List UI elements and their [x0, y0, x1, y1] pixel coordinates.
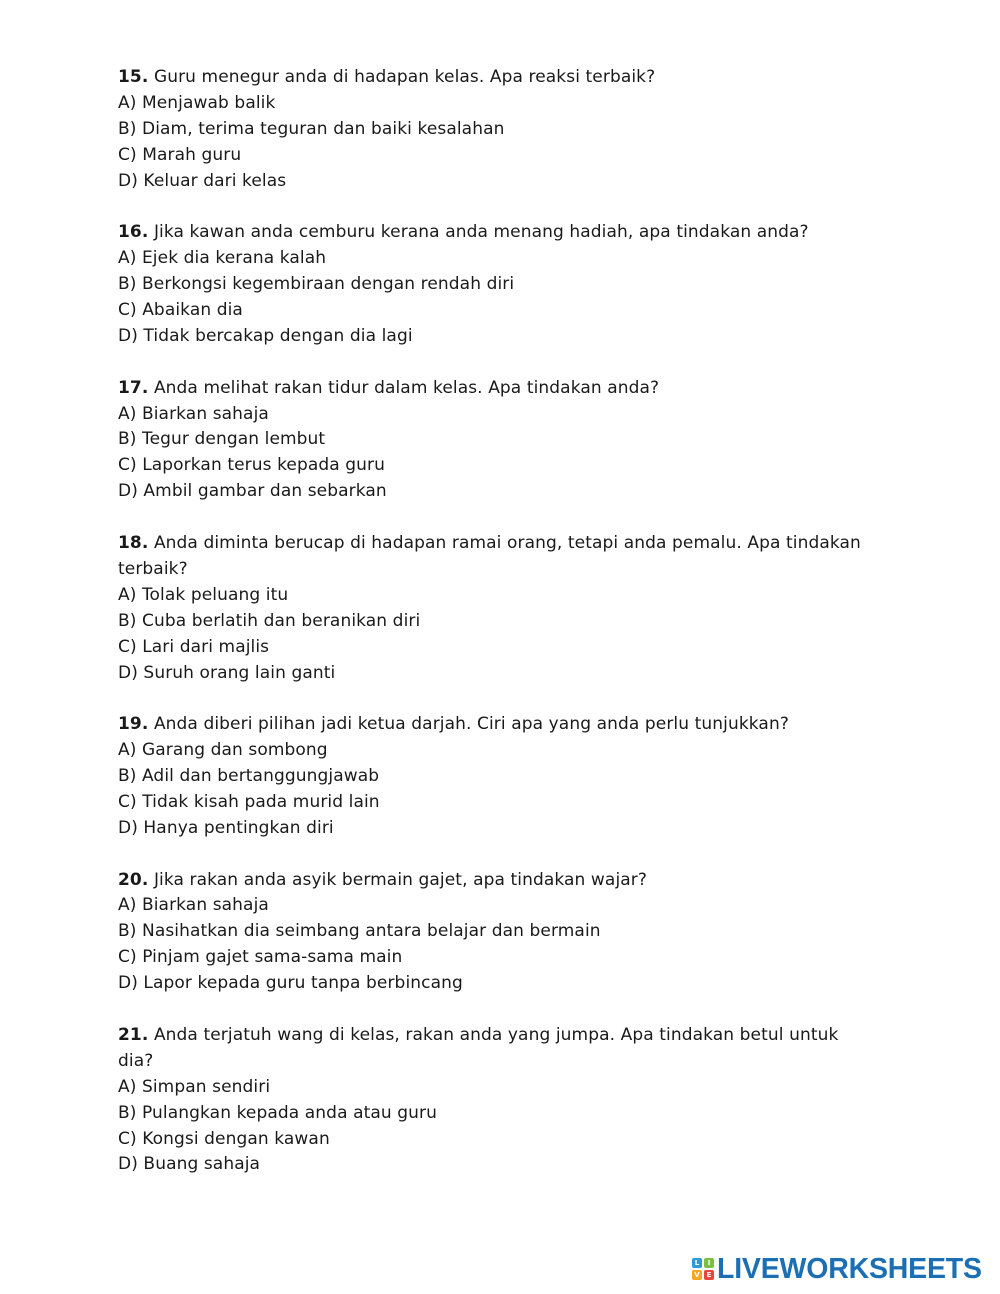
question-number: 16.: [118, 222, 149, 243]
liveworksheets-logo: [692, 1253, 982, 1285]
question-stem: [118, 220, 878, 246]
question-text: Anda melihat rakan tidur dalam kelas. Apa tindakan anda?: [153, 377, 660, 398]
question-text: Guru menegur anda di hadapan kelas. Apa reaksi terbaik?: [153, 67, 656, 87]
option-d: D) Tidak bercakap dengan dia lagi: [118, 325, 413, 346]
question-number: 17.: [118, 377, 149, 398]
question-stem: [118, 868, 878, 894]
option-a: A) Biarkan sahaja: [118, 403, 269, 424]
question-text: Jika kawan anda cemburu kerana anda menang hadiah, apa tindakan anda?: [153, 222, 809, 243]
question-stem: [118, 65, 878, 91]
option-a: A) Ejek dia kerana kalah: [118, 248, 327, 269]
question-stem: [118, 531, 878, 583]
question-21: [118, 1023, 878, 1178]
question-stem: [118, 712, 878, 738]
question-17: [118, 376, 878, 506]
option-b: B) Pulangkan kepada anda atau guru: [118, 1102, 438, 1123]
question-18: [118, 531, 878, 686]
option-a: A) Tolak peluang itu: [118, 584, 289, 605]
option-a: A) Garang dan sombong: [118, 740, 328, 761]
option-c: C) Lari dari majlis: [118, 636, 270, 657]
option-b: B) Berkongsi kegembiraan dengan rendah diri: [118, 274, 515, 295]
question-16: [118, 220, 878, 350]
question-number: 15.: [118, 67, 149, 87]
option-b: B) Tegur dengan lembut: [118, 429, 326, 450]
question-19: [118, 712, 878, 842]
question-number: 19.: [118, 714, 149, 735]
logo-wordmark: LIVEWORKSHEETS: [717, 1253, 982, 1285]
option-c: C) Pinjam gajet sama-sama main: [118, 947, 403, 968]
question-number: 20.: [118, 869, 149, 890]
question-text: Anda diminta berucap di hadapan ramai orang, tetapi anda pemalu. Apa tindakan terbaik?: [118, 532, 861, 579]
question-text: Jika rakan anda asyik bermain gajet, apa tindakan wajar?: [153, 869, 648, 890]
question-stem: [118, 1023, 878, 1075]
option-d: D) Buang sahaja: [118, 1154, 261, 1175]
option-a: A) Menjawab balik: [118, 92, 276, 113]
question-15: [118, 65, 878, 195]
question-number: 21.: [118, 1024, 149, 1045]
option-d: D) Ambil gambar dan sebarkan: [118, 481, 387, 502]
worksheet-questions: [118, 65, 878, 1204]
question-number: 18.: [118, 532, 149, 553]
option-d: D) Hanya pentingkan diri: [118, 817, 334, 838]
option-a: A) Simpan sendiri: [118, 1076, 271, 1097]
question-20: [118, 868, 878, 998]
question-stem: [118, 376, 878, 402]
option-c: C) Laporkan terus kepada guru: [118, 455, 386, 476]
option-c: C) Tidak kisah pada murid lain: [118, 791, 380, 812]
logo-tile-e: E: [704, 1270, 714, 1280]
option-c: C) Kongsi dengan kawan: [118, 1128, 330, 1149]
logo-tile-v: V: [692, 1270, 702, 1280]
option-b: B) Nasihatkan dia seimbang antara belajar dan bermain: [118, 921, 601, 942]
option-b: B) Cuba berlatih dan beranikan diri: [118, 610, 421, 631]
option-d: D) Suruh orang lain ganti: [118, 662, 336, 683]
liveworksheets-logo-icon: [692, 1258, 714, 1280]
option-c: C) Marah guru: [118, 144, 242, 165]
option-a: A) Biarkan sahaja: [118, 895, 269, 916]
option-d: D) Keluar dari kelas: [118, 170, 287, 191]
question-text: Anda terjatuh wang di kelas, rakan anda yang jumpa. Apa tindakan betul untuk dia?: [118, 1024, 839, 1071]
option-b: B) Adil dan bertanggungjawab: [118, 766, 380, 787]
logo-tile-i: I: [704, 1258, 714, 1268]
question-text: Anda diberi pilihan jadi ketua darjah. Ciri apa yang anda perlu tunjukkan?: [153, 714, 789, 735]
option-d: D) Lapor kepada guru tanpa berbincang: [118, 973, 463, 994]
option-b: B) Diam, terima teguran dan baiki kesalahan: [118, 118, 505, 139]
option-c: C) Abaikan dia: [118, 300, 243, 321]
logo-tile-l: L: [692, 1258, 702, 1268]
